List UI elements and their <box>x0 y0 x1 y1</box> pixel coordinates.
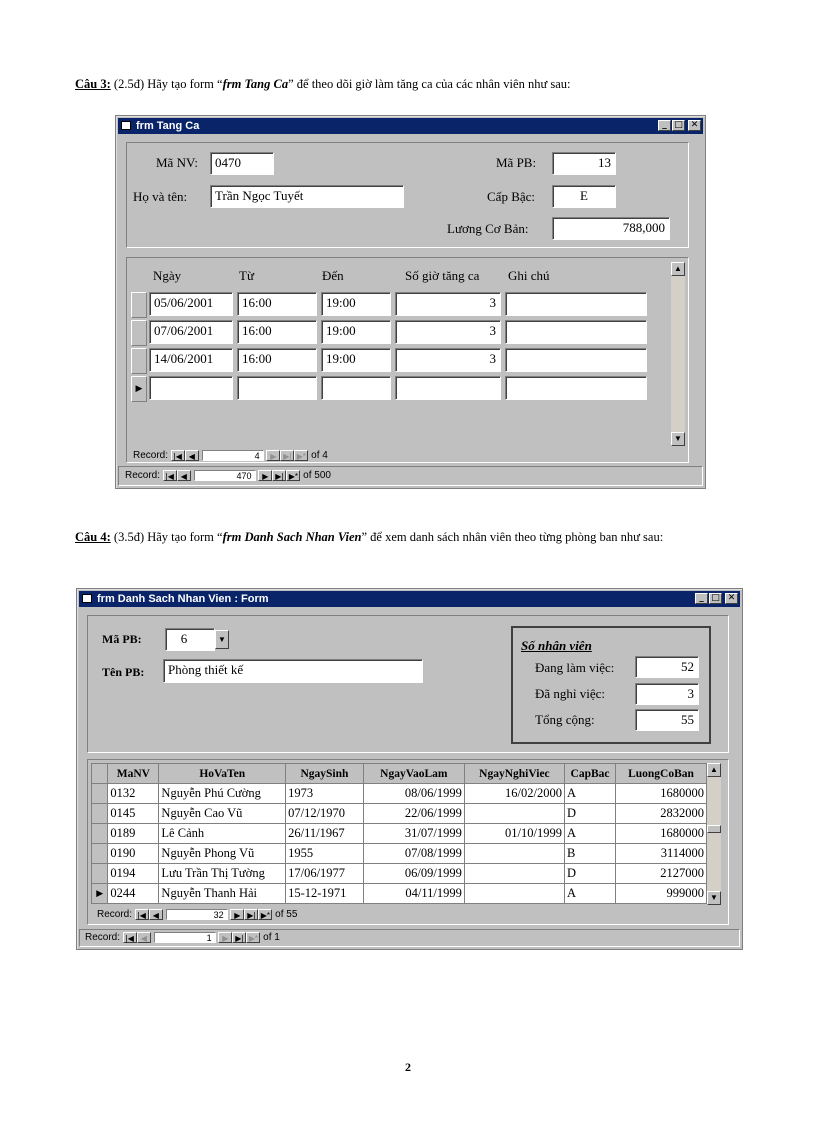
question-4-pre: (3.5đ) Hãy tạo form “ <box>110 530 223 544</box>
minimize-icon[interactable]: _ <box>658 120 671 131</box>
table-row <box>92 804 707 824</box>
question-3-pre: (2.5đ) Hãy tạo form “ <box>110 77 223 91</box>
vaolam-cell[interactable]: 06/09/1999 <box>363 864 464 884</box>
form-danh-sach-title: frm Danh Sach Nhan Vien : Form <box>97 593 269 605</box>
new-record-icon[interactable]: ▶* <box>258 909 272 920</box>
question-3-form-name: frm Tang Ca <box>222 77 289 91</box>
last-record-icon[interactable]: ▶| <box>280 450 294 461</box>
tu-cell[interactable]: 16:00 <box>237 348 317 372</box>
next-record-icon[interactable]: ▶ <box>218 932 232 943</box>
new-record-icon[interactable]: ▶* <box>294 450 308 461</box>
ho-ten-label: Họ và tên: <box>133 189 188 204</box>
luong-cell[interactable]: 2127000 <box>616 864 707 884</box>
luong-cell[interactable]: 3114000 <box>616 844 707 864</box>
col-tu-header: Từ <box>239 268 254 283</box>
row-selector[interactable] <box>92 824 108 844</box>
ho-ten-field[interactable]: Trần Ngọc Tuyết <box>210 185 404 208</box>
manv-cell[interactable]: 0132 <box>108 784 159 804</box>
vaolam-cell[interactable]: 04/11/1999 <box>363 884 464 904</box>
hoten-cell[interactable]: Lưu Trần Thị Tường <box>159 864 286 884</box>
main-record-navigator <box>85 931 280 944</box>
first-record-icon[interactable]: |◀ <box>163 470 177 481</box>
table-row <box>92 884 707 904</box>
chevron-down-icon[interactable]: ▼ <box>215 630 229 649</box>
next-record-icon[interactable]: ▶ <box>230 909 244 920</box>
ten-pb-field[interactable]: Phòng thiết kế <box>163 659 423 683</box>
manv-cell[interactable]: 0189 <box>108 824 159 844</box>
col-hovaten-header[interactable]: HoVaTen <box>159 764 286 784</box>
col-ngaynghiviec-header[interactable]: NgayNghiViec <box>464 764 564 784</box>
den-cell[interactable]: 19:00 <box>321 292 391 316</box>
ma-nv-field[interactable]: 0470 <box>210 152 274 175</box>
hoten-cell[interactable]: Nguyễn Cao Vũ <box>159 804 286 824</box>
page-number: 2 <box>405 1060 411 1074</box>
subform-record-of: of 55 <box>275 909 298 920</box>
record-label: Record: <box>85 932 121 943</box>
subform-record-number[interactable]: 32 <box>166 909 228 920</box>
vaolam-cell[interactable]: 31/07/1999 <box>363 824 464 844</box>
ma-pb-field[interactable]: 13 <box>552 152 616 175</box>
col-ghi-chu-header: Ghi chú <box>508 268 550 283</box>
table-row <box>92 864 707 884</box>
record-number[interactable]: 470 <box>194 470 256 481</box>
subform-record-navigator <box>133 449 328 462</box>
new-den-cell[interactable] <box>321 376 391 400</box>
ngaysinh-cell[interactable]: 17/06/1977 <box>286 864 364 884</box>
da-nghi-label: Đã nghỉ việc: <box>535 686 606 701</box>
da-nghi-field[interactable]: 3 <box>635 683 699 705</box>
new-so-gio-cell[interactable] <box>395 376 501 400</box>
capbac-cell[interactable]: A <box>564 784 615 804</box>
col-ngayvaolam-header[interactable]: NgayVaoLam <box>363 764 464 784</box>
luong-field[interactable]: 788,000 <box>552 217 670 240</box>
den-cell[interactable]: 19:00 <box>321 348 391 372</box>
luong-cell[interactable]: 999000 <box>616 884 707 904</box>
next-record-icon[interactable]: ▶ <box>258 470 272 481</box>
tu-cell[interactable]: 16:00 <box>237 292 317 316</box>
tong-label: Tổng cộng: <box>535 712 595 727</box>
dang-lam-label: Đang làm việc: <box>535 660 615 675</box>
question-4-post: ” để xem danh sách nhân viên theo từng phòng ban như sau: <box>361 530 664 544</box>
form-danh-sach-window <box>76 588 743 950</box>
close-icon[interactable]: ✕ <box>688 120 701 131</box>
col-ngay-header: Ngày <box>153 268 182 283</box>
ma-pb-combo[interactable]: 6 <box>165 628 215 651</box>
ma-nv-label: Mã NV: <box>156 155 199 170</box>
capbac-cell[interactable]: A <box>564 884 615 904</box>
form-tang-ca-titlebar[interactable] <box>118 118 703 134</box>
prev-record-icon[interactable]: ◀ <box>177 470 191 481</box>
scroll-thumb[interactable] <box>707 825 721 833</box>
question-3-post: ” để theo dõi giờ làm tăng ca của các nhân viên như sau: <box>288 77 571 91</box>
form-tang-ca-window <box>115 115 706 489</box>
col-manv-header[interactable]: MaNV <box>108 764 159 784</box>
ghi-chu-cell[interactable] <box>505 348 647 372</box>
cap-bac-label: Cấp Bậc: <box>487 189 536 204</box>
scroll-down-icon[interactable]: ▼ <box>671 432 685 446</box>
manv-cell[interactable]: 0194 <box>108 864 159 884</box>
ma-pb-label: Mã PB: <box>102 632 142 646</box>
question-4-label: Câu 4: <box>75 530 111 544</box>
employee-datasheet <box>91 763 707 904</box>
capbac-cell[interactable]: B <box>564 844 615 864</box>
so-gio-cell[interactable]: 3 <box>395 348 501 372</box>
new-tu-cell[interactable] <box>237 376 317 400</box>
subform-record-navigator <box>97 908 297 921</box>
maximize-icon[interactable]: □ <box>672 120 685 131</box>
first-record-icon[interactable]: |◀ <box>171 450 185 461</box>
vaolam-cell[interactable]: 22/06/1999 <box>363 804 464 824</box>
table-row <box>92 844 707 864</box>
last-record-icon[interactable]: ▶| <box>244 909 258 920</box>
dang-lam-field[interactable]: 52 <box>635 656 699 678</box>
subform-scrollbar[interactable] <box>671 262 685 446</box>
den-cell[interactable]: 19:00 <box>321 320 391 344</box>
capbac-cell[interactable]: A <box>564 824 615 844</box>
minimize-icon[interactable]: _ <box>695 593 708 604</box>
question-3 <box>75 76 755 93</box>
hoten-cell[interactable]: Nguyễn Thanh Hải <box>159 884 286 904</box>
ghi-chu-cell[interactable] <box>505 320 647 344</box>
subform-record-of: of 4 <box>311 450 328 461</box>
datasheet-scrollbar[interactable] <box>707 763 721 905</box>
manv-cell[interactable]: 0244 <box>108 884 159 904</box>
ngay-cell[interactable]: 07/06/2001 <box>149 320 233 344</box>
row-selector[interactable] <box>92 844 108 864</box>
question-4 <box>75 529 755 546</box>
ngaysinh-cell[interactable]: 1955 <box>286 844 364 864</box>
question-3-label: Câu 3: <box>75 77 111 91</box>
record-of: of 500 <box>303 470 331 481</box>
hoten-cell[interactable]: Nguyễn Phú Cường <box>159 784 286 804</box>
nghiviec-cell[interactable] <box>464 844 564 864</box>
row-selector[interactable] <box>131 292 147 318</box>
manv-cell[interactable]: 0190 <box>108 844 159 864</box>
so-nhan-vien-title: Số nhân viên <box>521 638 592 653</box>
form-tang-ca-title: frm Tang Ca <box>136 120 200 132</box>
ghi-chu-cell[interactable] <box>505 292 647 316</box>
maximize-icon[interactable]: □ <box>709 593 722 604</box>
prev-record-icon[interactable]: ◀ <box>149 909 163 920</box>
manv-cell[interactable]: 0145 <box>108 804 159 824</box>
scroll-up-icon[interactable]: ▲ <box>707 763 721 777</box>
row-selector[interactable] <box>92 784 108 804</box>
first-record-icon[interactable]: |◀ <box>123 932 137 943</box>
ngaysinh-cell[interactable]: 07/12/1970 <box>286 804 364 824</box>
cap-bac-field[interactable]: E <box>552 185 616 208</box>
new-ghi-chu-cell[interactable] <box>505 376 647 400</box>
so-gio-cell[interactable]: 3 <box>395 292 501 316</box>
prev-record-icon[interactable]: ◀ <box>185 450 199 461</box>
nghiviec-cell[interactable]: 16/02/2000 <box>464 784 564 804</box>
datasheet-header-row <box>92 764 707 784</box>
question-4-form-name: frm Danh Sach Nhan Vien <box>222 530 362 544</box>
luong-cell[interactable]: 1680000 <box>616 824 707 844</box>
corner-selector[interactable] <box>92 764 108 784</box>
next-record-icon[interactable]: ▶ <box>266 450 280 461</box>
ngaysinh-cell[interactable]: 26/11/1967 <box>286 824 364 844</box>
ten-pb-label: Tên PB: <box>102 665 145 679</box>
luong-cell[interactable]: 2832000 <box>616 804 707 824</box>
new-ngay-cell[interactable] <box>149 376 233 400</box>
row-selector[interactable] <box>131 348 147 374</box>
new-row-pointer-icon[interactable]: ▶ <box>131 376 147 402</box>
record-label: Record: <box>125 470 161 481</box>
new-record-icon[interactable]: ▶* <box>286 470 300 481</box>
main-record-navigator <box>125 469 331 482</box>
new-record-icon[interactable]: ▶* <box>246 932 260 943</box>
vaolam-cell[interactable]: 08/06/1999 <box>363 784 464 804</box>
scroll-up-icon[interactable]: ▲ <box>671 262 685 276</box>
nghiviec-cell[interactable]: 01/10/1999 <box>464 824 564 844</box>
so-gio-cell[interactable]: 3 <box>395 320 501 344</box>
col-capbac-header[interactable]: CapBac <box>564 764 615 784</box>
prev-record-icon[interactable]: ◀ <box>137 932 151 943</box>
col-ngaysinh-header[interactable]: NgaySinh <box>286 764 364 784</box>
tong-field[interactable]: 55 <box>635 709 699 731</box>
record-of: of 1 <box>263 932 280 943</box>
col-so-gio-header: Số giờ tăng ca <box>405 268 480 283</box>
table-row <box>92 784 707 804</box>
ma-pb-label: Mã PB: <box>496 155 537 170</box>
close-icon[interactable]: ✕ <box>725 593 738 604</box>
row-selector[interactable] <box>131 320 147 346</box>
first-record-icon[interactable]: |◀ <box>135 909 149 920</box>
capbac-cell[interactable]: D <box>564 864 615 884</box>
col-den-header: Đến <box>322 268 344 283</box>
subform-record-label: Record: <box>97 909 133 920</box>
last-record-icon[interactable]: ▶| <box>272 470 286 481</box>
table-row <box>92 824 707 844</box>
row-selector[interactable] <box>92 864 108 884</box>
col-luongcoban-header[interactable]: LuongCoBan <box>616 764 707 784</box>
form-icon <box>121 121 131 130</box>
ngaysinh-cell[interactable]: 1973 <box>286 784 364 804</box>
tu-cell[interactable]: 16:00 <box>237 320 317 344</box>
ngay-cell[interactable]: 05/06/2001 <box>149 292 233 316</box>
scroll-down-icon[interactable]: ▼ <box>707 891 721 905</box>
nghiviec-cell[interactable] <box>464 884 564 904</box>
ngay-cell[interactable]: 14/06/2001 <box>149 348 233 372</box>
form-icon <box>82 594 92 603</box>
subform-record-label: Record: <box>133 450 169 461</box>
form-danh-sach-titlebar[interactable] <box>79 591 740 607</box>
hoten-cell[interactable]: Nguyễn Phong Vũ <box>159 844 286 864</box>
nghiviec-cell[interactable] <box>464 804 564 824</box>
last-record-icon[interactable]: ▶| <box>232 932 246 943</box>
record-number[interactable]: 1 <box>154 932 216 943</box>
luong-label: Lương Cơ Bản: <box>447 221 529 236</box>
vaolam-cell[interactable]: 07/08/1999 <box>363 844 464 864</box>
subform-record-number[interactable]: 4 <box>202 450 264 461</box>
ngaysinh-cell[interactable]: 15-12-1971 <box>286 884 364 904</box>
row-selector[interactable] <box>92 804 108 824</box>
luong-cell[interactable]: 1680000 <box>616 784 707 804</box>
capbac-cell[interactable]: D <box>564 804 615 824</box>
hoten-cell[interactable]: Lê Cảnh <box>159 824 286 844</box>
nghiviec-cell[interactable] <box>464 864 564 884</box>
current-row-pointer-icon[interactable]: ▶ <box>92 884 108 904</box>
